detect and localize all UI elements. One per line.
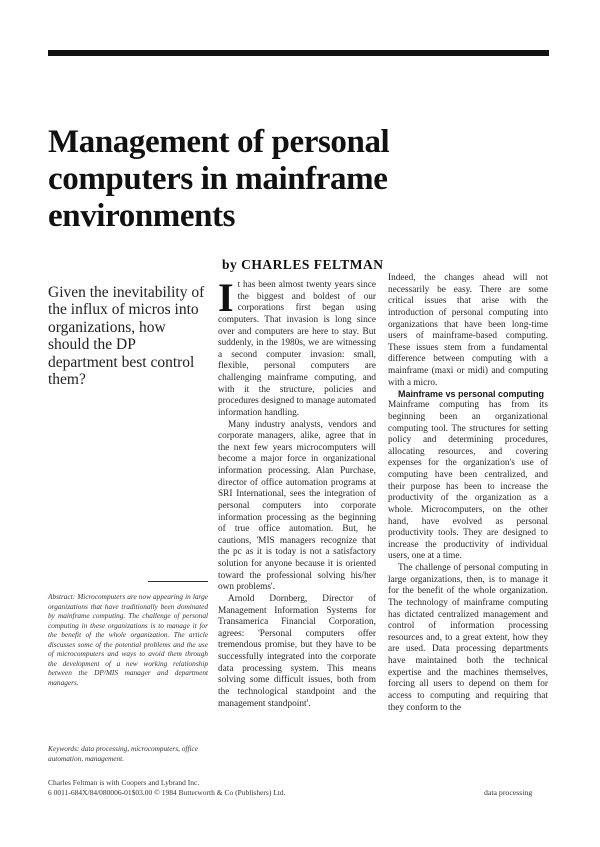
body-column-1 <box>218 275 376 710</box>
body-paragraph: Mainframe computing has from its beginning been an organizational computing tool. The structures for setting policy and determining procedures, allocating resources, and covering expenses for the organization's use of computing have been centralized, and their purpose has been to increase the productivity of the organization as a whole. Microcomputers, on the other hand, have evolved as personal productivity tools. They are designed to increase the productivity of individual users, one at a time. <box>388 400 548 562</box>
author-affiliation: Charles Feltman is with Coopers and Lybrand Inc. <box>48 778 200 787</box>
body-paragraph: It has been almost twenty years since the biggest and boldest of our corporations first began using computers. That invasion is long since over and computers are here to stay. But suddenly, in the 1980s, we are witnessing a second computer invasion: small, flexible, personal computers are challenging mainframe computing, and with it the structure, policies and procedures designed to manage automated information handling. <box>218 275 376 418</box>
body-column-2 <box>388 273 548 714</box>
body-paragraph: The challenge of personal computing in large organizations, then, is to manage it for the benefit of the whole organization. The technology of mainframe computing has dictated centralized management and control of information processing resources and, to a great extent, how they are used. Data processing departments have maintained both the technical expertise and the machines themselves, forcing all users to depend on them for access to computing and requiring that they conform to the <box>388 563 548 713</box>
article-title: Management of personal computers in mainframe environments <box>48 124 390 234</box>
byline: by CHARLES FELTMAN <box>222 257 384 272</box>
abstract-divider <box>148 581 208 582</box>
top-rule <box>48 50 549 56</box>
page-footer-citation: 6 0011-684X/84/080006-01$03.00 © 1984 Butterworth & Co (Publishers) Ltd. <box>48 788 286 797</box>
keywords: Keywords: data processing, microcomputers, office automation, management. <box>48 744 198 763</box>
lead-question: Given the inevitability of the influx of micros into organizations, how should the DP department best control them? <box>48 284 205 389</box>
body-paragraph: Indeed, the changes ahead will not necessarily be easy. There are some critical issues that arise with the introduction of personal computing into organizations that have been long-time users of mainframe-based computing. These issues stem from a fundamental difference between computing with a mainframe (maxi or midi) and computing with a micro. <box>388 273 548 388</box>
section-heading: Mainframe vs personal computing <box>398 389 545 400</box>
body-paragraph: Arnold Dornberg, Director of Management Information Systems for Transamerica Financial Corporation, agrees: 'Personal computers offer tremendous promise, but they have to be successfully integrated into the corporate data processing system. This means solving some difficult issues, both from the technological standpoint and the management standpoint'. <box>218 593 376 709</box>
journal-name: data processing <box>484 788 533 797</box>
abstract: Abstract: Microcomputers are now appearing in large organizations that have traditionally been dominated by mainframe computing. The challenge of personal computing in these organizations is to manage it for the benefit of the whole organization. The article discusses some of the potential problems and the use of microcomputers and ways to avoid them through the development of a new working relationship between the DP/MIS manager and department managers. <box>48 592 208 687</box>
drop-cap: I <box>218 275 234 320</box>
body-paragraph: Many industry analysts, vendors and corporate managers, alike, agree that in the next few years microcomputers will become a major force in organizational information processing. Alan Purchase, director of office automation programs at SRI International, sees the integration of personal computers into corporate information processing as the beginning of true office automation. But, he cautions, 'MIS managers recognize that the pc as it is today is not a satisfactory solution for anyone because it is oriented toward the professional solving his/her own problems'. <box>218 419 376 593</box>
